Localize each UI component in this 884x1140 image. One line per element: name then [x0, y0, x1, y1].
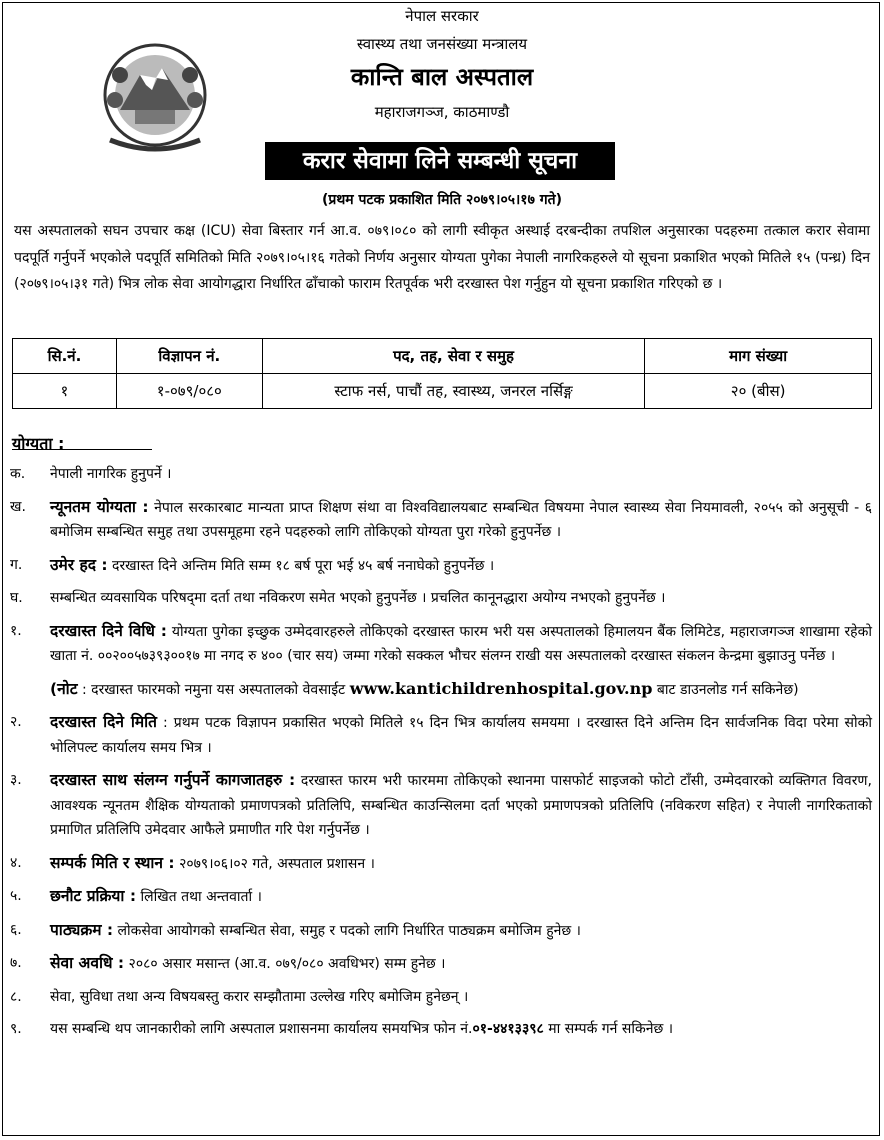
item-text: : प्रथम पटक विज्ञापन प्रकासित भएको मितिले १५ दिन भित्र कार्यालय समयमा । दरखास्त दिने अन्तिम दिन सार्वजनिक विदा परेमा सोको भोलिपल्ट कार्यालय समय भित्र ।: [50, 715, 872, 756]
item-number: १.: [10, 622, 22, 639]
item-number: ६.: [10, 921, 22, 938]
item-text: २०८० असार मसान्त (आ.व. ०७९/०८० अवधिभर) सम्म हुनेछ ।: [124, 956, 446, 972]
list-item: [10, 985, 872, 1010]
item-number: ग.: [10, 556, 23, 573]
list-item: [10, 884, 872, 910]
table-header-row: [13, 339, 872, 374]
header-demand: माग संख्या: [645, 339, 872, 374]
list-item: [10, 462, 872, 487]
list-item: [10, 495, 872, 545]
item-number: घ.: [10, 590, 23, 606]
item-label: पाठ्यक्रम :: [50, 920, 114, 939]
hospital-address: महाराजगञ्ज, काठमाण्डौ: [374, 103, 510, 121]
requirements-list: [10, 462, 872, 1042]
item-label: छनौट प्रक्रिया :: [50, 887, 137, 905]
publication-date: (प्रथम पटक प्रकाशित मिति २०७९।०५।१७ गते): [322, 192, 562, 208]
item-label: उमेर हद :: [50, 555, 108, 574]
item-label: सेवा अवधि :: [50, 954, 125, 972]
item-number: ५.: [10, 888, 22, 904]
ministry-name: स्वास्थ्य तथा जनसंख्या मन्त्रालय: [356, 35, 528, 53]
item-text: २०७९।०६।०२ गते, अस्पताल प्रशासन ।: [174, 855, 375, 872]
header-post: पद, तह, सेवा र समुह: [262, 339, 644, 374]
list-item: [10, 768, 872, 843]
cell-post: स्टाफ नर्स, पाचौं तह, स्वास्थ्य, जनरल नर्सिङ्ग: [262, 374, 644, 409]
item-text: नेपाली नागरिक हुनुपर्ने ।: [50, 466, 172, 482]
header-ad-number: विज्ञापन नं.: [116, 339, 262, 374]
list-item: [10, 553, 872, 579]
list-item: [10, 851, 872, 877]
government-name: नेपाल सरकार: [405, 7, 479, 25]
website-link[interactable]: www.kantichildrenhospital.gov.np: [349, 678, 653, 698]
item-number: ख.: [10, 498, 26, 515]
cell-serial: १: [13, 374, 117, 409]
item-text: दरखास्त फारम भरी फारममा तोकिएको स्थानमा पासफोर्ट साइजको फोटो टाँसी, उम्मेदवारको व्यक्तिगत विवरण, आवश्यक न्यूनतम शैक्षिक योग्यताको प्रमाणपत्रको प्रतिलिपि, सम्बन्धित काउन्सिलमा दर्ता भएको प्रमाणपत्रको प्रतिलिपि (नविकरण सहित) र नेपाली नागरिकताको प्रमाणित प्रतिलिपि उमेदवार आफैले प्रमाणीत गरि पेश गर्नुपर्नेछ ।: [50, 773, 872, 838]
item-number: ९.: [10, 1021, 22, 1037]
note-label: (नोट: [50, 679, 78, 698]
hospital-name: कान्ति बाल अस्पताल: [350, 63, 534, 91]
item-text: सम्बन्धित व्यवसायिक परिषद्‌मा दर्ता तथा नविकरण समेत भएको हुनुपर्नेछ । प्रचलित कानूनद्धारा अयोग्य नभएको हुनुपर्नेछ ।: [50, 590, 666, 606]
item-label: न्यूनतम योग्यता :: [50, 497, 149, 516]
item-label: दरखास्त दिने विधि :: [50, 621, 167, 640]
item-label: दरखास्त दिने मिति: [50, 713, 158, 731]
item-text: दरखास्त दिने अन्तिम मिति सम्म १८ बर्ष पूरा भई ४५ बर्ष ननाघेको हुनुपर्नेछ ।: [107, 557, 495, 574]
item-text: लोकसेवा आयोगको सम्बन्धित सेवा, समुह र पदको लागि निर्धारित पाठ्यक्रम बमोजिम हुनेछ ।: [113, 922, 581, 939]
item-text: सेवा, सुविधा तथा अन्य विषयबस्तु करार सम्झौतामा उल्लेख गरिए बमोजिम हुनेछन् ।: [50, 988, 469, 1005]
cell-ad-number: १-०७९/०८०: [116, 374, 262, 409]
item-label: सम्पर्क मिति र स्थान :: [50, 853, 175, 872]
notice-title: करार सेवामा लिने सम्बन्धी सूचना: [265, 142, 615, 180]
item-number: २.: [10, 714, 22, 730]
item-number: ७.: [10, 955, 22, 971]
nepal-government-emblem: [100, 40, 210, 155]
qualification-underline: [12, 449, 152, 450]
list-item: [10, 586, 872, 611]
vacancy-table: [12, 338, 872, 409]
header-serial: सि.नं.: [13, 339, 117, 374]
cell-demand: २० (बीस): [645, 374, 872, 409]
item-number: क.: [10, 466, 26, 482]
item-text: नेपाल सरकारबाट मान्यता प्राप्त शिक्षण संथा वा विश्वविद्यालयबाट सम्बन्धित विषयमा नेपाल स्वास्थ्य सेवा नियमावली, २०५५ को अनुसूची - ६ बमोजिम सम्बन्धित समुह तथा उपसमूहमा रहने पदहरुको लागि तोकिएको योग्यता पुरा गरेको हुनुपर्नेछ ।: [50, 499, 873, 540]
item-text: यस सम्बन्धि थप जानकारीको लागि अस्पताल प्रशासनमा कार्यालय समयभित्र फोन नं.: [50, 1021, 473, 1037]
note-text-end: बाट डाउनलोड गर्न सकिनेछ): [652, 681, 799, 698]
item-label: दरखास्त साथ संलग्न गर्नुपर्ने कागजातहरु :: [50, 771, 296, 789]
table-row: [13, 374, 872, 409]
intro-paragraph: यस अस्पतालको सघन उपचार कक्ष (ICU) सेवा बिस्तार गर्न आ.व. ०७९।०८० को लागी स्वीकृत अस्थाई दरबन्दीका तपशिल अनुसारका पदहरुमा तत्काल करार सेवामा पदपूर्ति गर्नुपर्ने भएकोले पदपूर्ति समितिको मिति २०७९।०५।१६ गतेको निर्णय अनुसार योग्यता पुगेका नेपाली नागरिकहरुले यो सूचना प्रकाशित भएको मितिले १५ (पन्ध्र) दिन (२०७९।०५।३१ गते) भित्र लोक सेवा आयोगद्धारा निर्धारित ढाँचाको फाराम रितपूर्वक भरी दरखास्त पेश गर्नुहुन यो सूचना प्रकाशित गरिएको छ ।: [14, 223, 870, 292]
item-text: योग्यता पुगेका इच्छुक उम्मेदवारहरुले तोकिएको दरखास्त फारम भरी यस अस्पतालको हिमालयन बैंक लिमिटेड, महाराजगञ्ज शाखामा रहेको खाता नं. ००२००५७३९३००१७ मा नगद रु ४०० (चार सय) जम्मा गरेको सक्कल भौचर संलग्न राखी यस अस्पतालको दरखास्त संकलन केन्द्रमा बुझाउनु पर्नेछ ।: [50, 623, 872, 664]
list-item: [10, 1017, 872, 1042]
item-text: लिखित तथा अन्तवार्ता ।: [136, 889, 262, 905]
note-paragraph: [50, 677, 872, 703]
list-item: [10, 710, 872, 760]
phone-number: ०१-४४१३३९८: [472, 1021, 544, 1037]
list-item: [10, 918, 872, 944]
item-number: ४.: [10, 854, 22, 871]
item-text-end: मा सम्पर्क गर्न सकिनेछ ।: [543, 1021, 674, 1037]
item-number: ३.: [10, 772, 22, 788]
qualification-heading: योग्यता :: [12, 434, 65, 453]
item-number: ८.: [10, 988, 22, 1005]
list-item: [10, 619, 872, 669]
list-item: [10, 951, 872, 977]
note-text: : दरखास्त फारमको नमुना यस अस्पतालको वेवसाईट: [77, 681, 350, 698]
